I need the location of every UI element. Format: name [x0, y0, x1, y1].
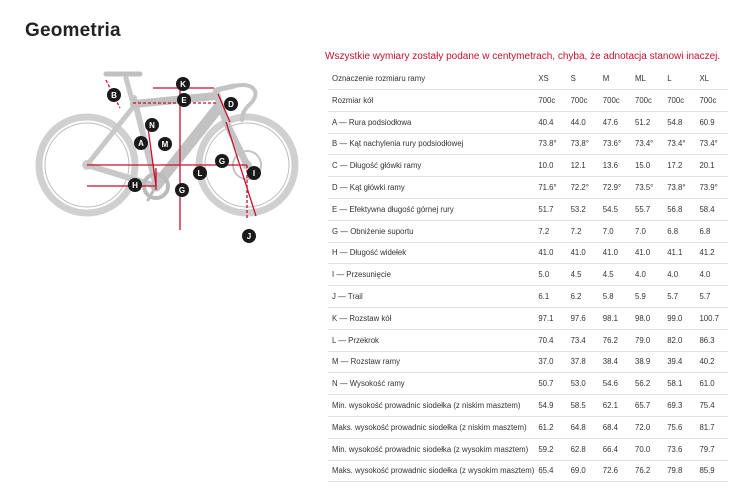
table-row	[328, 307, 728, 329]
cell-value: 700c	[534, 90, 566, 112]
table-row	[328, 155, 728, 177]
cell-value: 4.5	[599, 264, 631, 286]
marker-g-icon	[175, 183, 189, 197]
svg-text:G: G	[218, 157, 226, 166]
cell-value: 40.4	[534, 111, 566, 133]
row-label: Min. wysokość prowadnic siodełka (z niskim masztem)	[328, 395, 534, 417]
cell-value: 64.8	[567, 416, 599, 438]
svg-text:D: D	[228, 100, 234, 109]
cell-value: 73.6°	[599, 133, 631, 155]
cell-value: 51.7	[534, 198, 566, 220]
marker-m-icon	[176, 77, 190, 91]
cell-value: 6.2	[567, 286, 599, 308]
cell-value: 4.0	[631, 264, 663, 286]
row-label: D — Kąt główki ramy	[328, 177, 534, 199]
cell-value: 17.2	[663, 155, 695, 177]
cell-value: 5.9	[631, 286, 663, 308]
svg-text:K: K	[180, 80, 186, 89]
svg-text:I: I	[252, 169, 256, 178]
row-label: J — Trail	[328, 286, 534, 308]
cell-value: 73.4	[567, 329, 599, 351]
cell-value: 82.0	[663, 329, 695, 351]
cell-value: 72.2°	[567, 177, 599, 199]
cell-value: 5.0	[534, 264, 566, 286]
cell-value: 5.8	[599, 286, 631, 308]
cell-value: 37.0	[534, 351, 566, 373]
marker-c-icon	[224, 97, 238, 111]
table-row	[328, 177, 728, 199]
header-size-xl: XL	[695, 68, 728, 90]
cell-value: 85.9	[695, 460, 728, 482]
cell-value: 71.6°	[534, 177, 566, 199]
row-label: H — Długość widełek	[328, 242, 534, 264]
table-row	[328, 111, 728, 133]
cell-value: 7.0	[599, 220, 631, 242]
header-size-s: S	[567, 68, 599, 90]
cell-value: 54.6	[599, 373, 631, 395]
row-label: L — Przekrok	[328, 329, 534, 351]
marker-a-icon	[134, 136, 148, 150]
row-label: N — Wysokość ramy	[328, 373, 534, 395]
cell-value: 97.6	[567, 307, 599, 329]
cell-value: 6.8	[663, 220, 695, 242]
svg-text:A: A	[138, 139, 144, 148]
geometry-table	[328, 68, 728, 482]
table-row	[328, 242, 728, 264]
cell-value: 73.8°	[663, 177, 695, 199]
cell-value: 13.6	[599, 155, 631, 177]
cell-value: 97.1	[534, 307, 566, 329]
svg-text:E: E	[181, 96, 187, 105]
cell-value: 79.0	[631, 329, 663, 351]
cell-value: 73.4°	[695, 133, 728, 155]
cell-value: 65.4	[534, 460, 566, 482]
cell-value: 73.4°	[663, 133, 695, 155]
cell-value: 79.8	[663, 460, 695, 482]
cell-value: 5.7	[663, 286, 695, 308]
header-size-label: Oznaczenie rozmiaru ramy	[328, 68, 534, 90]
cell-value: 41.0	[567, 242, 599, 264]
row-label: K — Rozstaw kół	[328, 307, 534, 329]
cell-value: 40.2	[695, 351, 728, 373]
cell-value: 98.1	[599, 307, 631, 329]
cell-value: 4.5	[567, 264, 599, 286]
cell-value: 70.4	[534, 329, 566, 351]
svg-text:N: N	[149, 121, 155, 130]
svg-text:J: J	[246, 232, 252, 241]
cell-value: 73.4°	[631, 133, 663, 155]
cell-value: 4.0	[663, 264, 695, 286]
page-title: Geometria	[25, 20, 121, 41]
cell-value: 41.1	[663, 242, 695, 264]
row-label: Rozmiar kół	[328, 90, 534, 112]
cell-value: 5.7	[695, 286, 728, 308]
cell-value: 15.0	[631, 155, 663, 177]
marker-d-icon	[215, 154, 229, 168]
marker-n-icon	[145, 118, 159, 132]
units-note: Wszystkie wymiary zostały podane w centymetrach, chyba, że adnotacja stanowi inaczej.	[325, 51, 721, 62]
cell-value: 7.0	[631, 220, 663, 242]
cell-value: 6.1	[534, 286, 566, 308]
cell-value: 86.3	[695, 329, 728, 351]
cell-value: 58.5	[567, 395, 599, 417]
cell-value: 700c	[663, 90, 695, 112]
cell-value: 100.7	[695, 307, 728, 329]
table-header-row	[328, 68, 728, 90]
row-label: B — Kąt nachylenia rury podsiodłowej	[328, 133, 534, 155]
table-row	[328, 329, 728, 351]
cell-value: 59.2	[534, 438, 566, 460]
cell-value: 41.0	[599, 242, 631, 264]
table-row	[328, 460, 728, 482]
cell-value: 73.8°	[567, 133, 599, 155]
header-size-ml: ML	[631, 68, 663, 90]
svg-text:G: G	[178, 186, 186, 195]
svg-text:H: H	[132, 181, 138, 190]
cell-value: 54.5	[599, 198, 631, 220]
cell-value: 53.2	[567, 198, 599, 220]
cell-value: 70.0	[631, 438, 663, 460]
cell-value: 58.4	[695, 198, 728, 220]
cell-value: 56.8	[663, 198, 695, 220]
header-size-m: M	[599, 68, 631, 90]
cell-value: 73.6	[663, 438, 695, 460]
row-label: G — Obniżenie suportu	[328, 220, 534, 242]
cell-value: 51.2	[631, 111, 663, 133]
marker-e-icon	[177, 93, 191, 107]
marker-i-icon	[247, 166, 261, 180]
cell-value: 72.9°	[599, 177, 631, 199]
header-size-l: L	[663, 68, 695, 90]
marker-j-icon	[242, 229, 256, 243]
cell-value: 61.2	[534, 416, 566, 438]
cell-value: 700c	[695, 90, 728, 112]
table-row	[328, 373, 728, 395]
cell-value: 73.5°	[631, 177, 663, 199]
cell-value: 61.0	[695, 373, 728, 395]
cell-value: 65.7	[631, 395, 663, 417]
cell-value: 44.0	[567, 111, 599, 133]
cell-value: 72.0	[631, 416, 663, 438]
cell-value: 7.2	[534, 220, 566, 242]
marker-l-icon	[158, 137, 172, 151]
bike-geometry-diagram	[30, 68, 315, 248]
table-row	[328, 133, 728, 155]
cell-value: 6.8	[695, 220, 728, 242]
cell-value: 10.0	[534, 155, 566, 177]
cell-value: 700c	[567, 90, 599, 112]
row-label: E — Efektywna długość górnej rury	[328, 198, 534, 220]
cell-value: 38.9	[631, 351, 663, 373]
cell-value: 41.0	[631, 242, 663, 264]
cell-value: 81.7	[695, 416, 728, 438]
cell-value: 39.4	[663, 351, 695, 373]
cell-value: 37.8	[567, 351, 599, 373]
cell-value: 73.8°	[534, 133, 566, 155]
row-label: I — Przesunięcie	[328, 264, 534, 286]
cell-value: 62.1	[599, 395, 631, 417]
svg-text:L: L	[197, 169, 203, 178]
cell-value: 700c	[631, 90, 663, 112]
row-label: M — Rozstaw ramy	[328, 351, 534, 373]
table-row	[328, 416, 728, 438]
cell-value: 55.7	[631, 198, 663, 220]
cell-value: 75.4	[695, 395, 728, 417]
cell-value: 12.1	[567, 155, 599, 177]
table-row	[328, 395, 728, 417]
cell-value: 38.4	[599, 351, 631, 373]
svg-text:M: M	[161, 140, 169, 149]
cell-value: 56.2	[631, 373, 663, 395]
row-label: A — Rura podsiodłowa	[328, 111, 534, 133]
cell-value: 60.9	[695, 111, 728, 133]
cell-value: 66.4	[599, 438, 631, 460]
cell-value: 69.3	[663, 395, 695, 417]
cell-value: 69.0	[567, 460, 599, 482]
marker-h-icon	[128, 178, 142, 192]
table-row	[328, 264, 728, 286]
cell-value: 76.2	[599, 329, 631, 351]
svg-text:B: B	[111, 91, 117, 100]
row-label: Maks. wysokość prowadnic siodełka (z wysokim masztem)	[328, 460, 534, 482]
cell-value: 68.4	[599, 416, 631, 438]
cell-value: 41.2	[695, 242, 728, 264]
cell-value: 62.8	[567, 438, 599, 460]
cell-value: 7.2	[567, 220, 599, 242]
table-row	[328, 286, 728, 308]
table-row	[328, 198, 728, 220]
row-label: Maks. wysokość prowadnic siodełka (z niskim masztem)	[328, 416, 534, 438]
table-row	[328, 90, 728, 112]
table-row	[328, 351, 728, 373]
cell-value: 54.8	[663, 111, 695, 133]
marker-b-icon	[107, 88, 121, 102]
cell-value: 50.7	[534, 373, 566, 395]
cell-value: 47.6	[599, 111, 631, 133]
row-label: Min. wysokość prowadnic siodełka (z wysokim masztem)	[328, 438, 534, 460]
table-row	[328, 438, 728, 460]
cell-value: 76.2	[631, 460, 663, 482]
cell-value: 700c	[599, 90, 631, 112]
cell-value: 79.7	[695, 438, 728, 460]
table-row	[328, 220, 728, 242]
cell-value: 53.0	[567, 373, 599, 395]
cell-value: 73.9°	[695, 177, 728, 199]
cell-value: 75.6	[663, 416, 695, 438]
cell-value: 4.0	[695, 264, 728, 286]
cell-value: 58.1	[663, 373, 695, 395]
cell-value: 20.1	[695, 155, 728, 177]
cell-value: 98.0	[631, 307, 663, 329]
cell-value: 99.0	[663, 307, 695, 329]
cell-value: 54.9	[534, 395, 566, 417]
cell-value: 72.6	[599, 460, 631, 482]
cell-value: 41.0	[534, 242, 566, 264]
marker-k-icon	[193, 166, 207, 180]
header-size-xs: XS	[534, 68, 566, 90]
row-label: C — Długość główki ramy	[328, 155, 534, 177]
